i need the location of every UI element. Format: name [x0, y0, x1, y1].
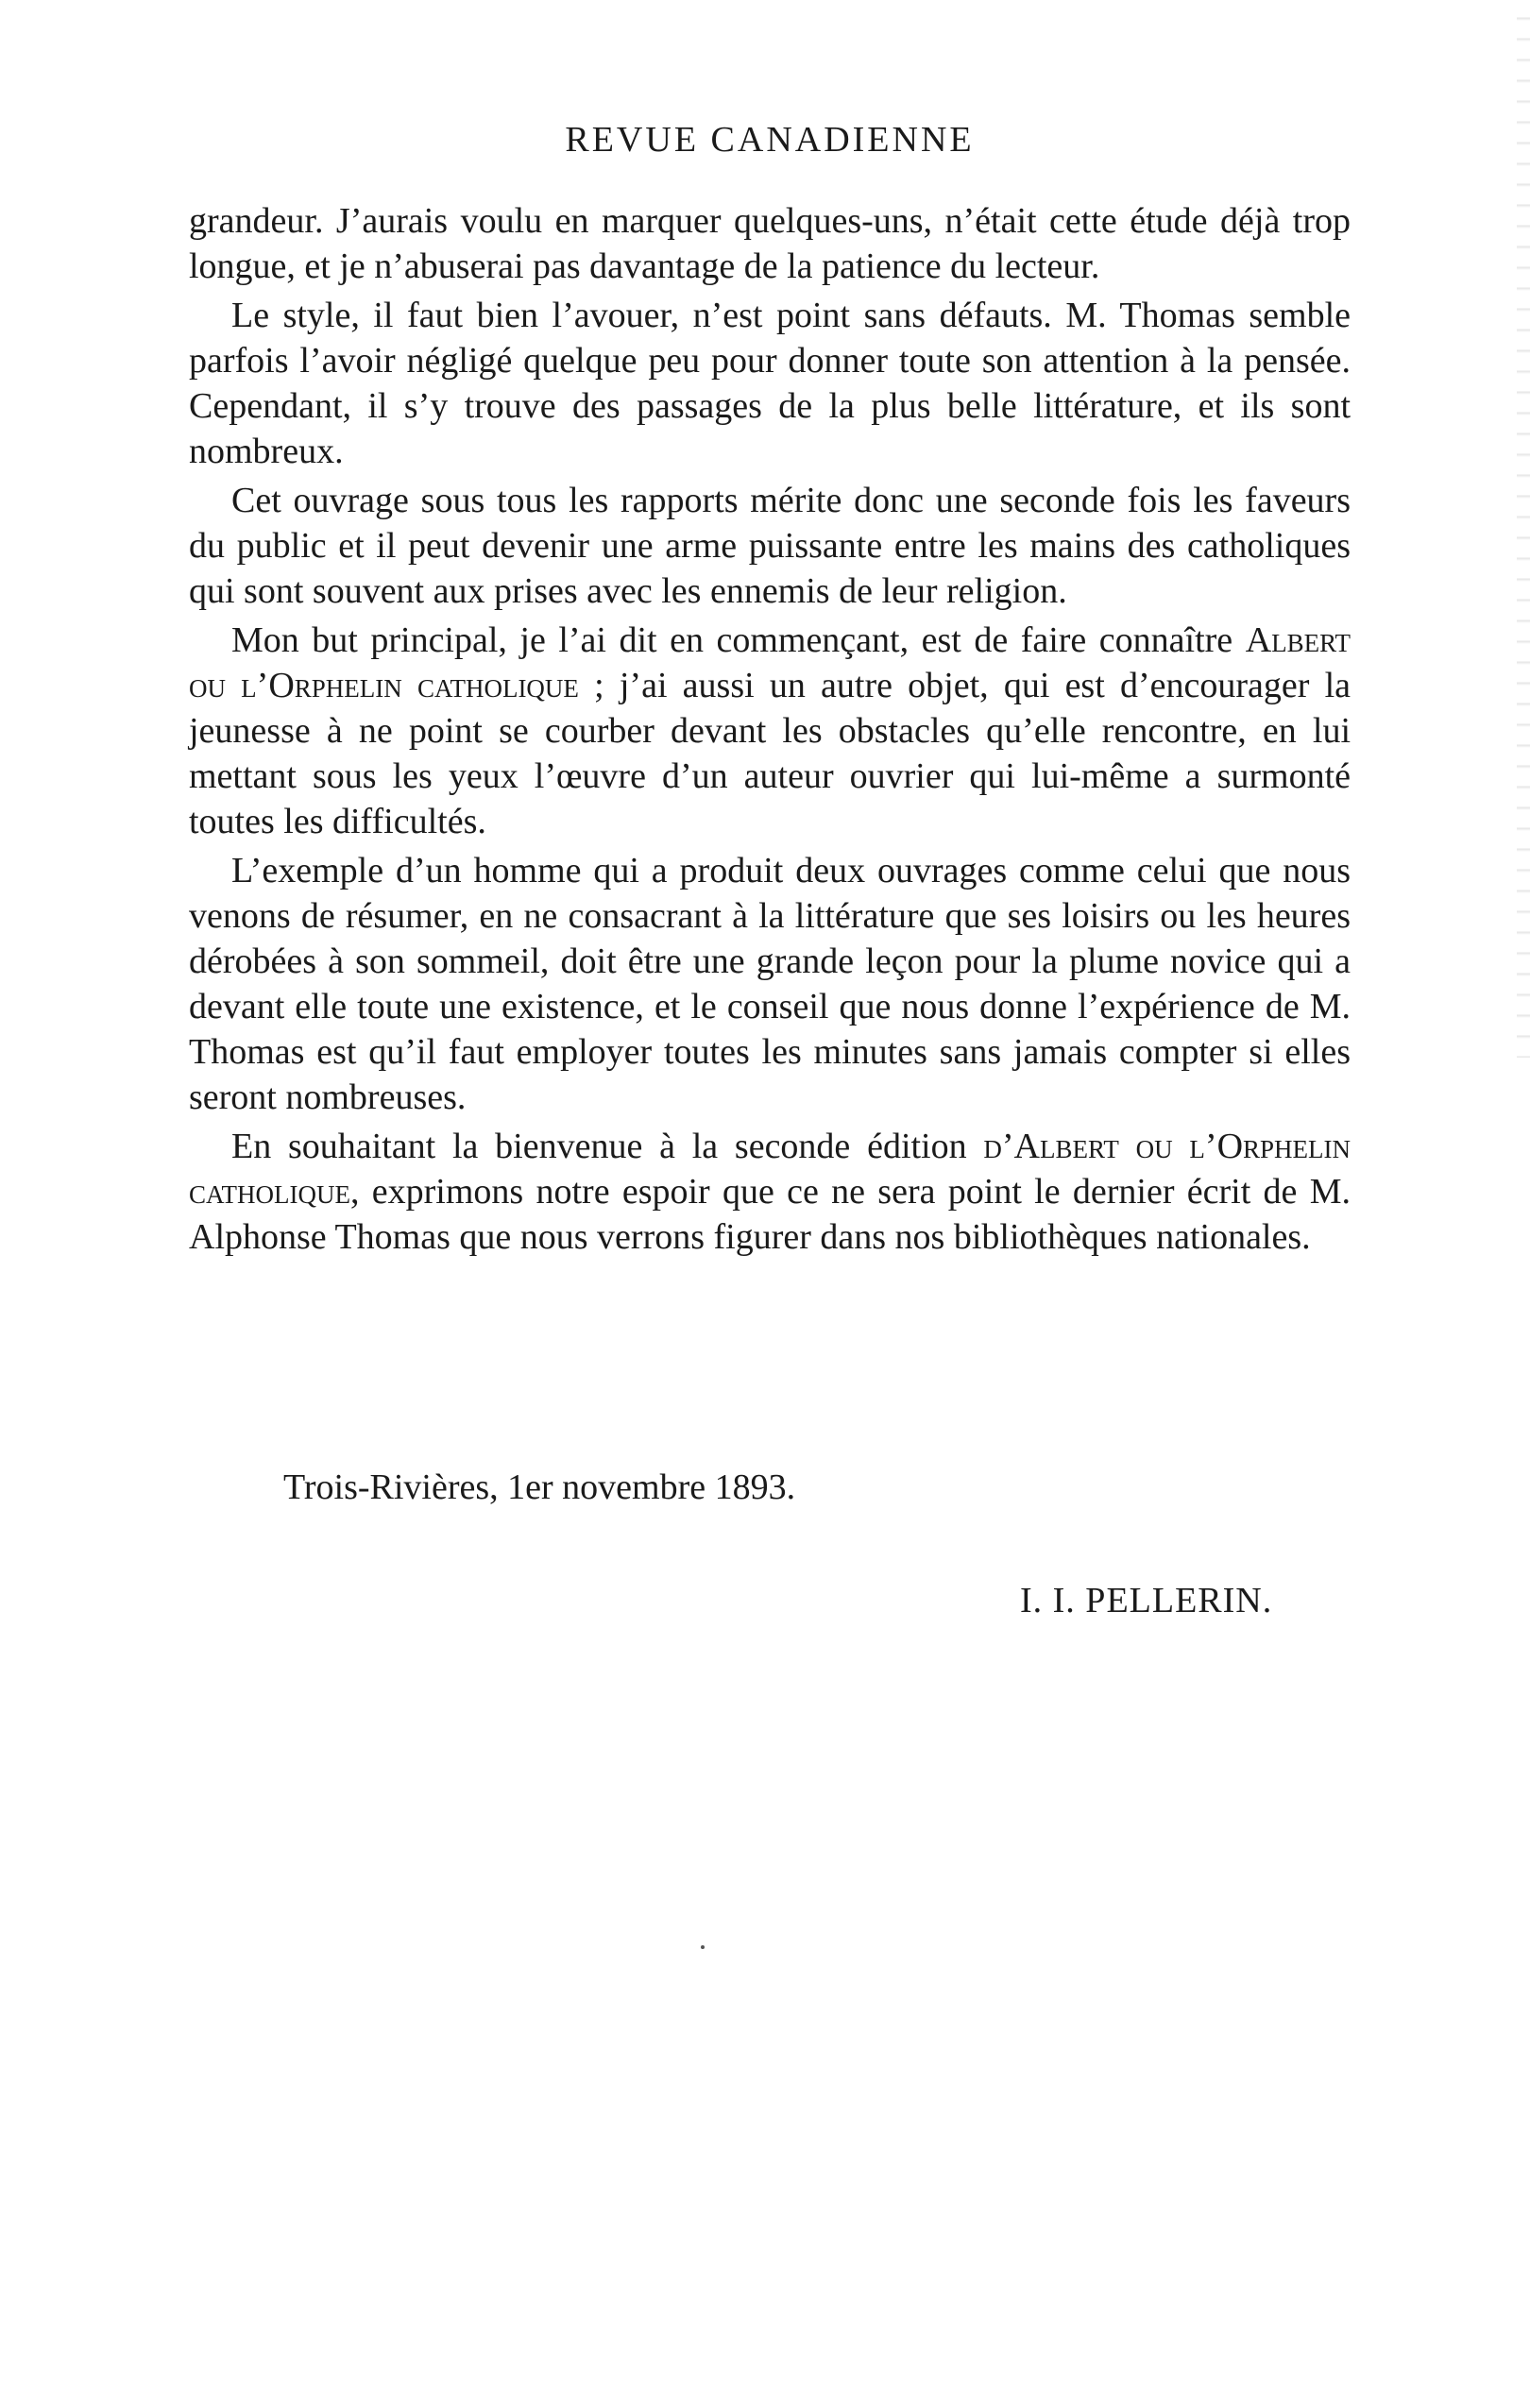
paragraph-4: [189, 618, 1351, 844]
paragraph-6-text-a: En souhaitant la bienvenue à la seconde édition: [231, 1127, 967, 1166]
running-header: REVUE CANADIENNE: [565, 120, 975, 160]
date-line: Trois-Rivières, 1er novembre 1893.: [283, 1467, 796, 1507]
paragraph-6: [189, 1124, 1351, 1260]
paragraph-4-text-b: ; j’ai aussi un autre objet, qui est d’encourager la jeunesse à ne point se courber devant les obstacles qu’elle rencontre, en lui mettant sous les yeux l’œuvre d’un auteur ouvrier qui lui-même a surmonté toutes les difficultés.: [189, 666, 1351, 841]
book-title: d’Albert ou l’Orphelin catholique: [189, 1127, 1352, 1212]
book-title: Albert ou l’Orphelin catholique: [189, 620, 1352, 705]
scan-margin-artifact: [1517, 0, 1530, 1058]
paragraph-5: L’exemple d’un homme qui a produit deux ouvrages comme celui que nous venons de résumer, en ne consacrant à la littérature que ses loisirs ou les heures dérobées à son sommeil, doit être une grande leçon pour la plume novice qui a devant elle toute une existence, et le conseil que nous donne l’expérience de M. Thomas est qu’il faut employer toutes les minutes sans jamais compter si elles seront nombreuses.: [189, 851, 1351, 1117]
paragraph-1: grandeur. J’aurais voulu en marquer quelques-uns, n’était cette étude déjà trop longue, et je n’abuserai pas davantage de la patience du lecteur.: [189, 201, 1351, 286]
paragraph-4-text-a: Mon but principal, je l’ai dit en commençant, est de faire connaître: [231, 620, 1233, 660]
ink-speck: [701, 1945, 705, 1949]
article-body: [189, 198, 1351, 1263]
paragraph-6-text-b: , exprimons notre espoir que ce ne sera point le dernier écrit de M. Alphonse Thomas que nous verrons figurer dans nos bibliothèques nationales.: [189, 1172, 1351, 1257]
author-signature: I. I. PELLERIN.: [1020, 1581, 1273, 1620]
paragraph-2: Le style, il faut bien l’avouer, n’est point sans défauts. M. Thomas semble parfois l’avoir négligé quelque peu pour donner toute son attention à la pensée. Cependant, il s’y trouve des passages de la plus belle littérature, et ils sont nombreux.: [189, 296, 1351, 471]
paragraph-3: Cet ouvrage sous tous les rapports mérite donc une seconde fois les faveurs du public et il peut devenir une arme puissante entre les mains des catholiques qui sont souvent aux prises avec les ennemis de leur religion.: [189, 481, 1351, 611]
